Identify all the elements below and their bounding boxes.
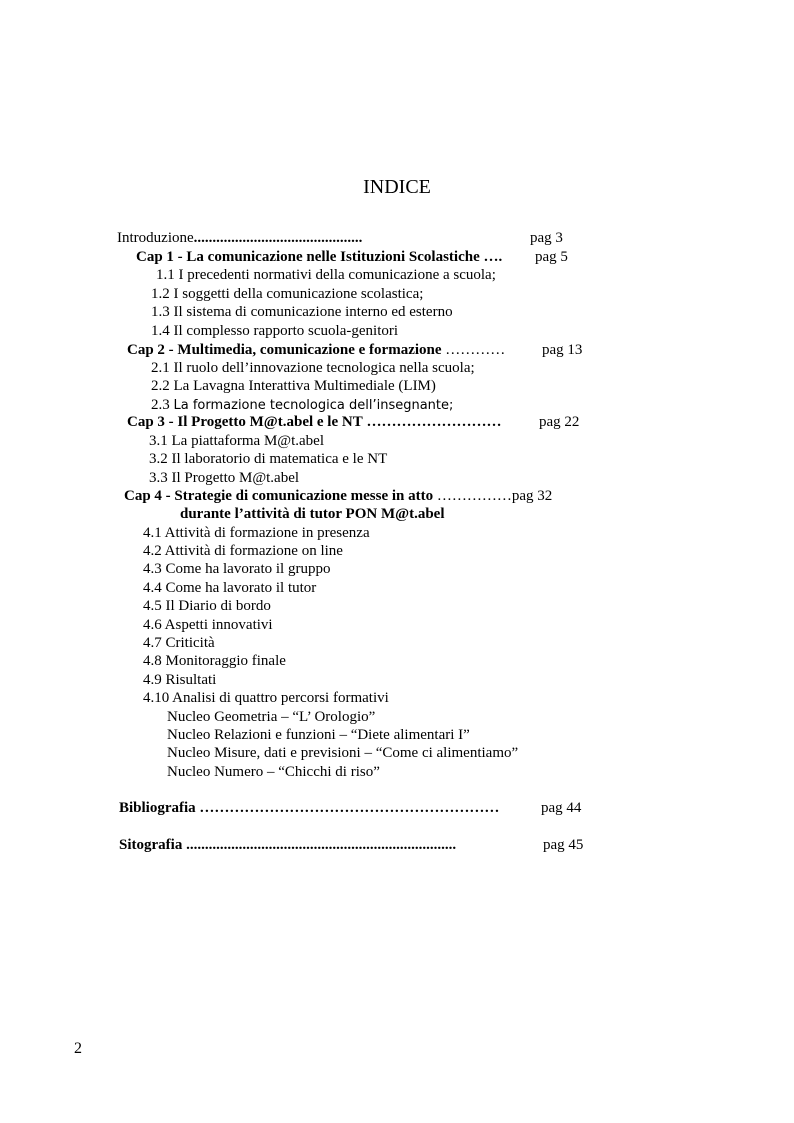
toc-cap3-page: pag 22 (539, 414, 580, 430)
toc-sec-4-6[interactable]: 4.6 Aspetti innovativi (143, 617, 273, 633)
toc-nucleo-geometria[interactable]: Nucleo Geometria – “L’ Orologio” (167, 709, 376, 725)
toc-sec-3-1[interactable]: 3.1 La piattaforma M@t.abel (149, 433, 325, 449)
toc-cap3[interactable] (127, 413, 501, 431)
toc-sec-4-7[interactable]: 4.7 Criticità (143, 635, 215, 651)
toc-bibliografia-label: Bibliografia (119, 800, 196, 816)
toc-intro-leader: ............................................. (193, 230, 363, 246)
toc-cap3-leader: ……………………… (366, 414, 502, 430)
toc-intro-page: pag 3 (530, 230, 563, 246)
toc-cap4[interactable] (124, 487, 552, 505)
toc-cap3-label: Cap 3 - Il Progetto M@t.abel e le NT (127, 414, 363, 430)
toc-sec-1-4[interactable]: 1.4 Il complesso rapporto scuola-genitori (151, 323, 399, 339)
toc-sec-2-3-label: La formazione tecnologica dell’insegnante; (173, 398, 454, 413)
toc-sec-4-9[interactable]: 4.9 Risultati (143, 672, 217, 688)
toc-sec-4-1[interactable]: 4.1 Attività di formazione in presenza (143, 525, 370, 541)
toc-cap4-leader: …………… (436, 488, 512, 504)
toc-bibliografia[interactable] (119, 799, 499, 817)
toc-intro[interactable] (117, 229, 362, 247)
toc-cap4-label: Cap 4 - Strategie di comunicazione messe in atto (124, 488, 434, 504)
toc-sec-3-3[interactable]: 3.3 Il Progetto M@t.abel (149, 470, 300, 486)
toc-sec-1-2[interactable]: 1.2 I soggetti della comunicazione scolastica; (151, 286, 424, 302)
toc-sec-2-2[interactable]: 2.2 La Lavagna Interattiva Multimediale (LIM) (151, 378, 436, 394)
toc-bibliografia-page: pag 44 (541, 800, 582, 816)
toc-cap1[interactable]: Cap 1 - La comunicazione nelle Istituzioni Scolastiche …. (136, 249, 503, 265)
toc-sitografia-leader: ........................................................................ (186, 837, 457, 853)
toc-sec-3-2[interactable]: 3.2 Il laboratorio di matematica e le NT (149, 451, 388, 467)
toc-sec-2-1[interactable]: 2.1 Il ruolo dell’innovazione tecnologica nella scuola; (151, 360, 475, 376)
toc-nucleo-misure[interactable]: Nucleo Misure, dati e previsioni – “Come ci alimentiamo” (167, 745, 519, 761)
toc-cap4-line2: durante l’attività di tutor PON M@t.abel (180, 506, 445, 522)
toc-sitografia-page: pag 45 (543, 837, 584, 853)
toc-bibliografia-leader: …………………………………………………… (199, 800, 500, 816)
toc-cap2[interactable] (127, 341, 505, 359)
toc-sec-4-2[interactable]: 4.2 Attività di formazione on line (143, 543, 343, 559)
toc-cap2-label: Cap 2 - Multimedia, comunicazione e formazione (127, 342, 442, 358)
toc-sec-4-8[interactable]: 4.8 Monitoraggio finale (143, 653, 286, 669)
toc-cap2-page: pag 13 (542, 342, 583, 358)
toc-sec-4-4[interactable]: 4.4 Come ha lavorato il tutor (143, 580, 317, 596)
toc-cap2-leader: ………… (445, 342, 506, 358)
index-title: INDICE (363, 176, 431, 198)
toc-sitografia-label: Sitografia (119, 837, 183, 853)
toc-sec-4-3[interactable]: 4.3 Come ha lavorato il gruppo (143, 561, 331, 577)
toc-sitografia[interactable] (119, 836, 456, 854)
toc-nucleo-relazioni[interactable]: Nucleo Relazioni e funzioni – “Diete alimentari I” (167, 727, 470, 743)
toc-sec-1-1[interactable]: 1.1 I precedenti normativi della comunicazione a scuola; (156, 267, 496, 283)
page-number: 2 (74, 1040, 82, 1057)
toc-cap1-page: pag 5 (535, 249, 568, 265)
toc-sec-4-10[interactable]: 4.10 Analisi di quattro percorsi formativi (143, 690, 389, 706)
toc-sec-4-5[interactable]: 4.5 Il Diario di bordo (143, 598, 271, 614)
toc-sec-2-3-number: 2.3 (151, 397, 170, 413)
toc-sec-1-3[interactable]: 1.3 Il sistema di comunicazione interno ed esterno (151, 304, 453, 320)
toc-cap4-page: pag 32 (511, 488, 553, 504)
toc-intro-label: Introduzione (117, 230, 194, 246)
toc-nucleo-numero[interactable]: Nucleo Numero – “Chicchi di riso” (167, 764, 380, 780)
